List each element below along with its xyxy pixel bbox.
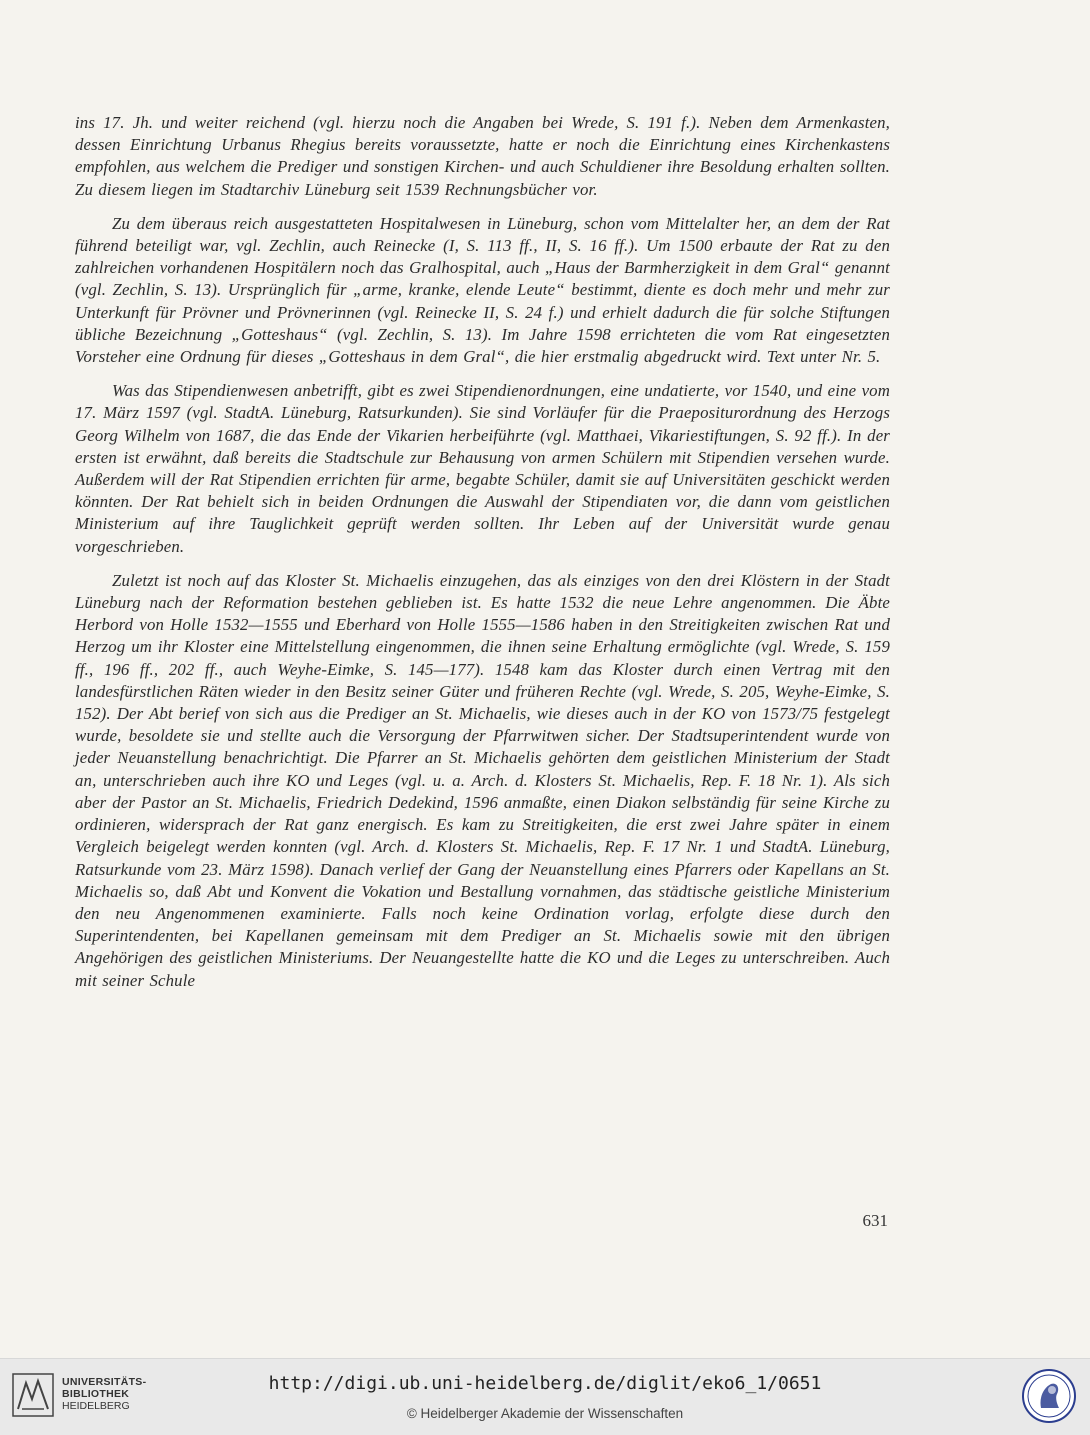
page-number: 631	[862, 1211, 888, 1230]
academy-seal-icon[interactable]	[1021, 1368, 1077, 1424]
viewer-footer	[0, 1358, 1090, 1435]
paragraph-2: Zu dem überaus reich ausgestatteten Hospitalwesen in Lüneburg, schon vom Mittelalter her, an dem der Rat führend beteiligt war, vgl. Zechlin, auch Reinecke (I, S. 113 ff., II, S. 16 ff.). Um 1500 erbaute der Rat zu den zahlreichen vorhandenen Hospitälern noch das Gralhospital, auch „Haus der Barmherzigkeit in dem Gral“ genannt (vgl. Zechlin, S. 13). Ursprünglich für „arme, kranke, elende Leute“ bestimmt, diente es doch mehr und mehr zur Unterkunft für Prövner und Prövnerinnen (vgl. Reinecke II, S. 24 f.) und erhielt dadurch die für solche Stiftungen übliche Bezeichnung „Gotteshaus“ (vgl. Zechlin, S. 13). Im Jahre 1598 errichteten die vom Rat eingesetzten Vorsteher eine Ordnung für dieses „Gotteshaus in dem Gral“, die hier erstmalig abgedruckt wird. Text unter Nr. 5.	[75, 213, 890, 367]
paragraph-3: Was das Stipendienwesen anbetrifft, gibt es zwei Stipendienordnungen, eine undatierte, vor 1540, und eine vom 17. März 1597 (vgl. StadtA. Lüneburg, Ratsurkunden). Sie sind Vorläufer für die Praepositurordnung des Herzogs Georg Wilhelm von 1687, die das Ende der Vikarien herbeiführte (vgl. Matthaei, Vikariestiftungen, S. 92 ff.). In der ersten ist erwähnt, daß bereits die Stadtschule zur Behausung von armen Schülern mit Stipendien versehen wurde. Außerdem will der Rat Stipendien errichten für arme, begabte Schüler, damit sie auf Universitäten geschickt werden könnten. Der Rat behielt sich in beiden Ordnungen die Auswahl der Stipendiaten vor, die dann vom geistlichen Ministerium auf ihre Tauglichkeit geprüft werden sollten. Ihr Leben auf der Universität wurde genau vorgeschrieben.	[75, 381, 890, 556]
paragraph-4: Zuletzt ist noch auf das Kloster St. Michaelis einzugehen, das als einziges von den drei Klöstern in der Stadt Lüneburg nach der Reformation bestehen geblieben ist. Es hatte 1532 die neue Lehre angenommen. Die Äbte Herbord von Holle 1532—1555 und Eberhard von Holle 1555—1586 haben in den Streitigkeiten zwischen Rat und Herzog um ihr Kloster eine Mittelstellung eingenommen, die ihnen seine Erhaltung ermöglichte (vgl. Wrede, S. 159 ff., 196 ff., 202 ff., auch Weyhe-Eimke, S. 145—177). 1548 kam das Kloster durch einen Vertrag mit den landesfürstlichen Räten wieder in den Besitz seiner Güter und früheren Rechte (vgl. Wrede, S. 205, Weyhe-Eimke, S. 152). Der Abt berief von sich aus die Prediger an St. Michaelis, wie dieses auch in der KO von 1573/75 festgelegt wurde, besoldete sie und stellte auch die Versorgung der Pfarrwitwen sicher. Der Stadtsuperintendent wurde von jeder Neuanstellung benachrichtigt. Die Pfarrer an St. Michaelis gehörten dem geistlichen Ministerium der Stadt an, unterschrieben auch ihre KO und Leges (vgl. u. a. Arch. d. Klosters St. Michaelis, Rep. F. 18 Nr. 1). Als sich aber der Pastor an St. Michaelis, Friedrich Dedekind, 1596 anmaßte, einen Diakon selbständig für seine Kirche zu ordinieren, widersprach der Rat ganz energisch. Es kam zu Streitigkeiten, die erst zwei Jahre später in einem Vergleich beigelegt werden konnten (vgl. Arch. d. Klosters St. Michaelis, Rep. F. 17 Nr. 1 und StadtA. Lüneburg, Ratsurkunde vom 23. März 1598). Danach verlief der Gang der Neuanstellung eines Pfarrers oder Kapellans an St. Michaelis so, daß Abt und Konvent die Vokation und Bestallung vornahmen, das städtische geistliche Ministerium den neu Angenommenen examinierte. Falls noch keine Ordination vorlag, erfolgte diese durch den Superintendenten, bei Kapellanen gemeinsam mit dem Prediger an St. Michaelis sowie mit den übrigen Angehörigen des geistlichen Ministeriums. Der Neuangestellte hatte die KO und die Leges zu unterschreiben. Auch mit seiner Schule	[75, 570, 890, 990]
copyright-notice: © Heidelberger Akademie der Wissenschaften	[406, 1406, 684, 1421]
body-text	[75, 112, 890, 1004]
permalink-url[interactable]: http://digi.ub.uni-heidelberg.de/diglit/eko6_1/0651	[268, 1373, 822, 1394]
library-name-line-1: UNIVERSITÄTS-	[62, 1376, 147, 1388]
paragraph-1: ins 17. Jh. und weiter reichend (vgl. hierzu noch die Angaben bei Wrede, S. 191 f.). Neben dem Armenkasten, dessen Einrichtung Urbanus Rhegius bereits voraussetzte, hatte er noch die Einrichtung eines Kirchenkastens empfohlen, aus welchem die Prediger und sonstigen Kirchen- und auch Schuldiener ihre Besoldung erhalten sollten. Zu diesem liegen im Stadtarchiv Lüneburg seit 1539 Rechnungsbücher vor.	[75, 113, 890, 199]
library-name-line-3: HEIDELBERG	[62, 1400, 130, 1412]
library-name-line-2: BIBLIOTHEK	[62, 1388, 130, 1400]
